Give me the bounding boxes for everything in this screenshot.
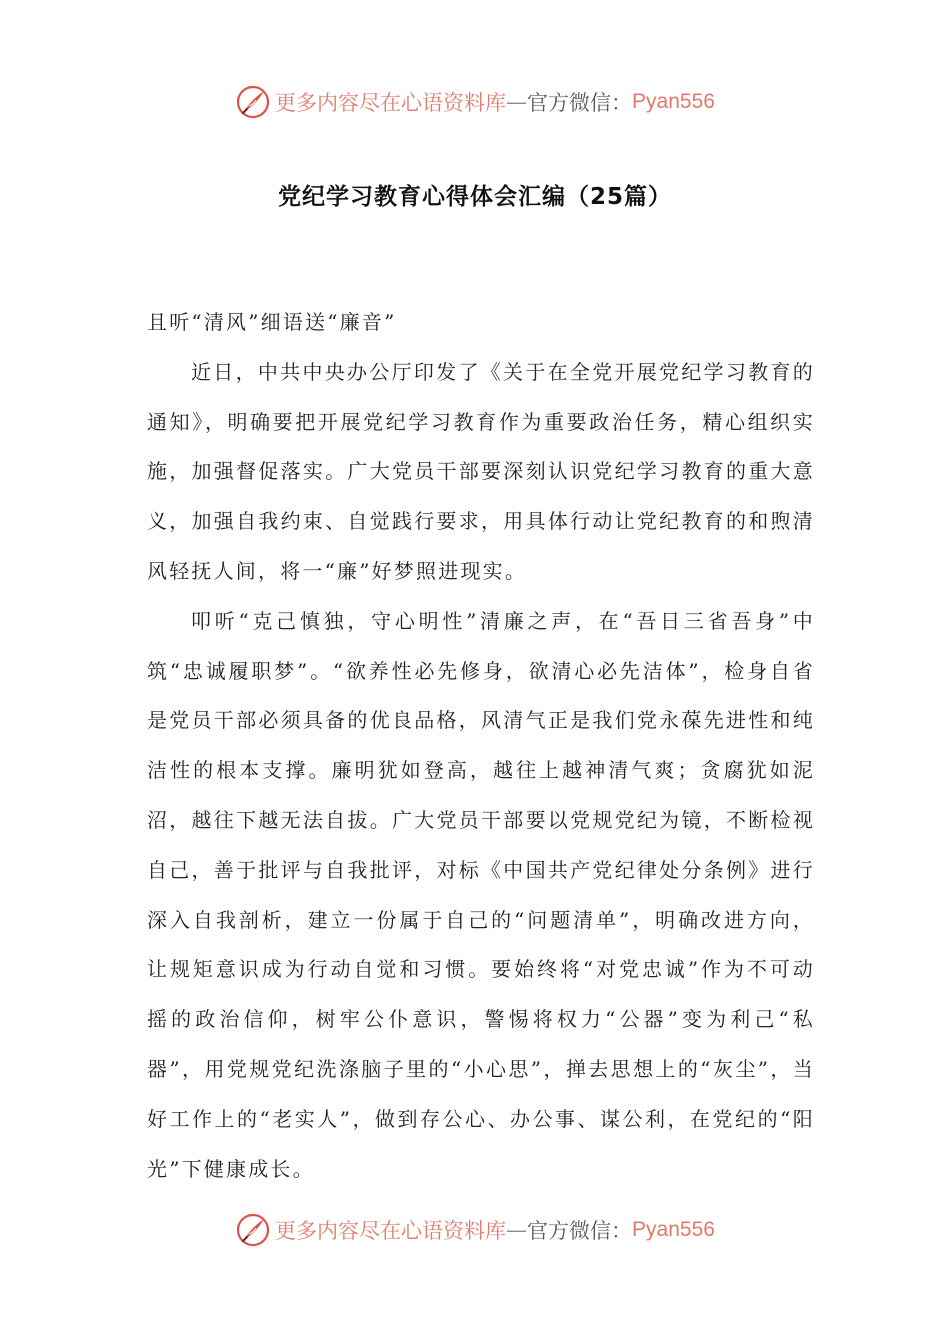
watermark-brand-text: 更多内容尽在心语资料库 <box>275 91 507 115</box>
quill-pen-logo-icon <box>235 84 271 120</box>
watermark-separator: — <box>506 90 528 114</box>
body-paragraph: 近日，中共中央办公厅印发了《关于在全党开展党纪学习教育的通知》，明确要把开展党纪学习教育作为重要政治任务，精心组织实施，加强督促落实。广大党员干部要深刻认识党纪学习教育的重大意义，加强自我约束、自觉践行要求，用具体行动让党纪教育的和煦清风轻抚人间，将一“廉”好梦照进现实。 <box>147 359 815 583</box>
footer-watermark <box>0 1210 950 1250</box>
article-subtitle: 且听“清风”细语送“廉音” <box>147 310 397 334</box>
header-watermark <box>0 82 950 122</box>
watermark-brand-text: 更多内容尽在心语资料库 <box>275 1219 507 1243</box>
watermark-wechat-id: Pyan556 <box>632 1218 715 1241</box>
document-body <box>147 298 815 1194</box>
quill-pen-logo-icon <box>235 1212 271 1248</box>
watermark-official-label: 官方微信： <box>527 91 633 115</box>
watermark-official-label: 官方微信： <box>527 1219 633 1243</box>
watermark-separator: — <box>506 1218 528 1242</box>
watermark-wechat-id: Pyan556 <box>632 90 715 113</box>
body-paragraph: 叩听“克己慎独，守心明性”清廉之声，在“吾日三省吾身”中筑“忠诚履职梦”。“欲养性必先修身，欲清心必先洁体”，检身自省是党员干部必须具备的优良品格，风清气正是我们党永葆先进性和纯洁性的根本支撑。廉明犹如登高，越往上越神清气爽；贪腐犹如泥沼，越往下越无法自拔。广大党员干部要以党规党纪为镜，不断检视自己，善于批评与自我批评，对标《中国共产党纪律处分条例》进行深入自我剖析，建立一份属于自己的“问题清单”，明确改进方向，让规矩意识成为行动自觉和习惯。要始终将“对党忠诚”作为不可动摇的政治信仰，树牢公仆意识，警惕将权力“公器”变为利己“私器”，用党规党纪洗涤脑子里的“小心思”，掸去思想上的“灰尘”，当好工作上的“老实人”，做到存公心、办公事、谋公利，在党纪的“阳光”下健康成长。 <box>147 608 815 1181</box>
document-title: 党纪学习教育心得体会汇编（25篇） <box>277 184 672 210</box>
